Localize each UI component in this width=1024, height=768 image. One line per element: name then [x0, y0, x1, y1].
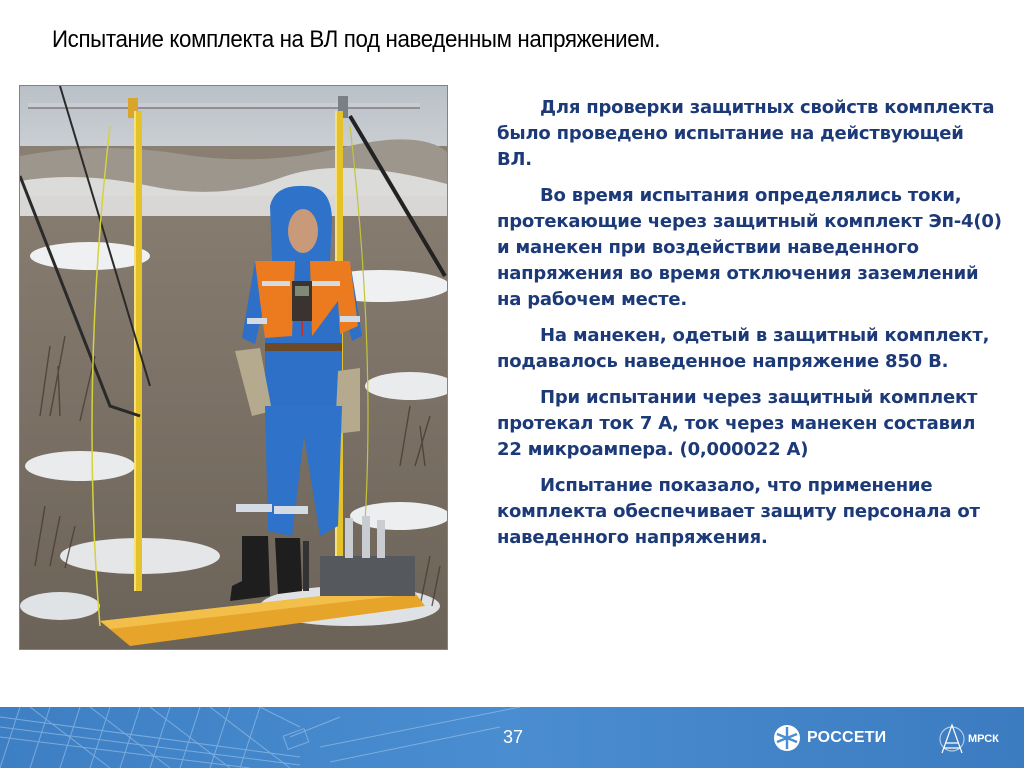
paragraph-results: При испытании через защитный комплект протекал ток 7 А, ток через манекен составил 22 микроампера. (0,000022 А)	[497, 387, 978, 460]
paragraph-voltage: На манекен, одетый в защитный комплект, подавалось наведенное напряжение 850 В.	[497, 325, 990, 372]
description-text	[497, 95, 1002, 561]
slide-title: Испытание комплекта на ВЛ под наведенным напряжением.	[52, 26, 661, 53]
paragraph-currents: Во время испытания определялись токи, протекающие через защитный комплект Эп-4(0) и манекен при воздействии наведенного напряжения во время отключения заземлений на рабочем месте.	[497, 185, 1002, 310]
test-photo	[19, 85, 448, 650]
page-number: 37	[502, 727, 524, 747]
mrsk-logo-text: МРСК	[968, 733, 999, 745]
brand-name: РОССЕТИ	[807, 729, 887, 746]
slide-footer	[0, 707, 1024, 768]
paragraph-intro: Для проверки защитных свойств комплекта было проведено испытание на действующей ВЛ.	[497, 97, 995, 170]
lattice-tower-pattern	[0, 707, 520, 768]
paragraph-conclusion: Испытание показало, что применение комплекта обеспечивает защиту персонала от наведенного напряжения.	[497, 475, 980, 548]
mrsk-logo	[938, 721, 1016, 757]
rosseti-brand	[773, 725, 886, 751]
rosseti-logo-icon	[773, 724, 801, 752]
